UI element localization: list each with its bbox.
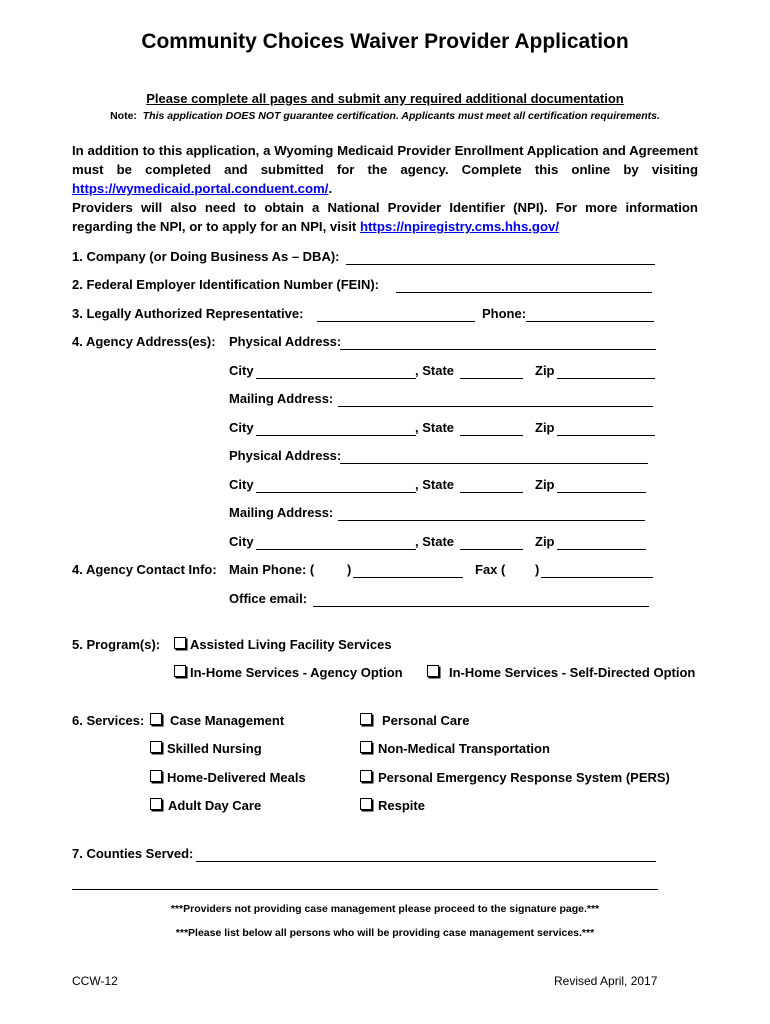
fax-paren: ): [535, 562, 540, 577]
zip-label: Zip: [535, 477, 555, 492]
phone-label: Phone:: [482, 306, 527, 321]
zip-label: Zip: [535, 534, 555, 549]
intro-paragraph-2: [72, 198, 698, 236]
service-skilled-nursing-label: Skilled Nursing: [167, 741, 262, 756]
zip-field-4[interactable]: [557, 549, 646, 550]
office-email-label: Office email:: [229, 591, 308, 606]
zip-field-1[interactable]: [557, 378, 655, 379]
npi-registry-link[interactable]: https://npiregistry.cms.hhs.gov/: [359, 219, 560, 234]
state-field-3[interactable]: [460, 492, 523, 493]
city-label: City: [229, 534, 254, 549]
service-checkbox-pers[interactable]: [360, 770, 372, 782]
service-checkbox-skilled-nursing[interactable]: [150, 741, 162, 753]
program-checkbox-assisted-living[interactable]: [174, 637, 186, 649]
main-phone-label: Main Phone: (: [229, 562, 315, 577]
physical-address-field-1[interactable]: [340, 349, 656, 350]
intro-text-2: Providers will also need to obtain a National Provider Identifier (NPI). For more information regarding the NPI, or to apply for an NPI, visit: [72, 200, 698, 234]
intro-text-1: In addition to this application, a Wyoming Medicaid Provider Enrollment Application and Agreement must be completed and submitted for the agency. Complete this online by visiting: [72, 143, 698, 177]
state-label: , State: [415, 420, 455, 435]
zip-label: Zip: [535, 363, 555, 378]
programs-label: 5. Program(s):: [72, 637, 161, 652]
service-respite-label: Respite: [378, 798, 425, 813]
state-field-2[interactable]: [460, 435, 523, 436]
fax-label: Fax (: [475, 562, 506, 577]
counties-served-label: 7. Counties Served:: [72, 846, 194, 861]
service-non-medical-transportation-label: Non-Medical Transportation: [378, 741, 550, 756]
company-field[interactable]: [346, 264, 655, 265]
notice-case-management: ***Please list below all persons who will be providing case management services.***: [175, 927, 595, 939]
counties-served-field-1[interactable]: [196, 861, 656, 862]
service-checkbox-non-medical-transportation[interactable]: [360, 741, 372, 753]
physical-address-field-2[interactable]: [340, 463, 648, 464]
program-agency-option-label: In-Home Services - Agency Option: [190, 665, 403, 680]
service-checkbox-respite[interactable]: [360, 798, 372, 810]
representative-field[interactable]: [317, 321, 475, 322]
city-field-2[interactable]: [256, 435, 416, 436]
main-phone-field[interactable]: [353, 577, 463, 578]
agency-contact-label: 4. Agency Contact Info:: [72, 562, 217, 577]
service-checkbox-adult-day-care[interactable]: [150, 798, 162, 810]
form-number: CCW-12: [72, 974, 118, 988]
state-label: , State: [415, 363, 455, 378]
main-phone-paren: ): [347, 562, 352, 577]
service-checkbox-home-delivered-meals[interactable]: [150, 770, 162, 782]
physical-address-label: Physical Address:: [229, 334, 342, 349]
counties-served-field-2[interactable]: [72, 889, 658, 890]
service-personal-care-label: Personal Care: [382, 713, 470, 728]
state-label: , State: [415, 477, 455, 492]
city-field-4[interactable]: [256, 549, 416, 550]
note-label: Note:: [110, 110, 137, 122]
zip-field-3[interactable]: [557, 492, 646, 493]
city-field-3[interactable]: [256, 492, 416, 493]
intro-paragraph-1: [72, 141, 698, 198]
zip-label: Zip: [535, 420, 555, 435]
subtitle: Please complete all pages and submit any required additional documentation: [146, 91, 624, 106]
state-label: , State: [415, 534, 455, 549]
mailing-address-field-1[interactable]: [338, 406, 653, 407]
zip-field-2[interactable]: [557, 435, 655, 436]
city-label: City: [229, 420, 254, 435]
service-adult-day-care-label: Adult Day Care: [168, 798, 262, 813]
program-assisted-living-label: Assisted Living Facility Services: [190, 637, 392, 652]
city-field-1[interactable]: [256, 378, 416, 379]
services-label: 6. Services:: [72, 713, 145, 728]
mailing-address-field-2[interactable]: [338, 520, 645, 521]
intro-period: .: [328, 181, 333, 196]
program-self-directed-label: In-Home Services - Self-Directed Option: [449, 665, 696, 680]
notice-signature-page: ***Providers not providing case management please proceed to the signature page.***: [170, 903, 600, 915]
representative-label: 3. Legally Authorized Representative:: [72, 306, 304, 321]
office-email-field[interactable]: [313, 606, 649, 607]
fax-field[interactable]: [541, 577, 653, 578]
medicaid-portal-link[interactable]: https://wymedicaid.portal.conduent.com/: [72, 181, 329, 196]
note: [0, 110, 770, 122]
city-label: City: [229, 363, 254, 378]
mailing-address-label: Mailing Address:: [229, 391, 334, 406]
agency-address-label: 4. Agency Address(es):: [72, 334, 216, 349]
service-case-management-label: Case Management: [170, 713, 285, 728]
company-label: 1. Company (or Doing Business As – DBA):: [72, 249, 340, 264]
note-text: This application DOES NOT guarantee certification. Applicants must meet all certification requirements.: [142, 110, 660, 122]
service-home-delivered-meals-label: Home-Delivered Meals: [167, 770, 306, 785]
page-title: Community Choices Waiver Provider Application: [141, 30, 629, 53]
program-checkbox-agency-option[interactable]: [174, 665, 186, 677]
state-field-1[interactable]: [460, 378, 523, 379]
revision-date: Revised April, 2017: [554, 974, 658, 988]
state-field-4[interactable]: [460, 549, 523, 550]
program-checkbox-self-directed[interactable]: [427, 665, 439, 677]
mailing-address-label: Mailing Address:: [229, 505, 334, 520]
fein-label: 2. Federal Employer Identification Number (FEIN):: [72, 277, 379, 292]
service-checkbox-case-management[interactable]: [150, 713, 162, 725]
service-checkbox-personal-care[interactable]: [360, 713, 372, 725]
city-label: City: [229, 477, 254, 492]
service-pers-label: Personal Emergency Response System (PERS): [378, 770, 670, 785]
phone-field[interactable]: [526, 321, 654, 322]
physical-address-label: Physical Address:: [229, 448, 342, 463]
fein-field[interactable]: [396, 292, 652, 293]
